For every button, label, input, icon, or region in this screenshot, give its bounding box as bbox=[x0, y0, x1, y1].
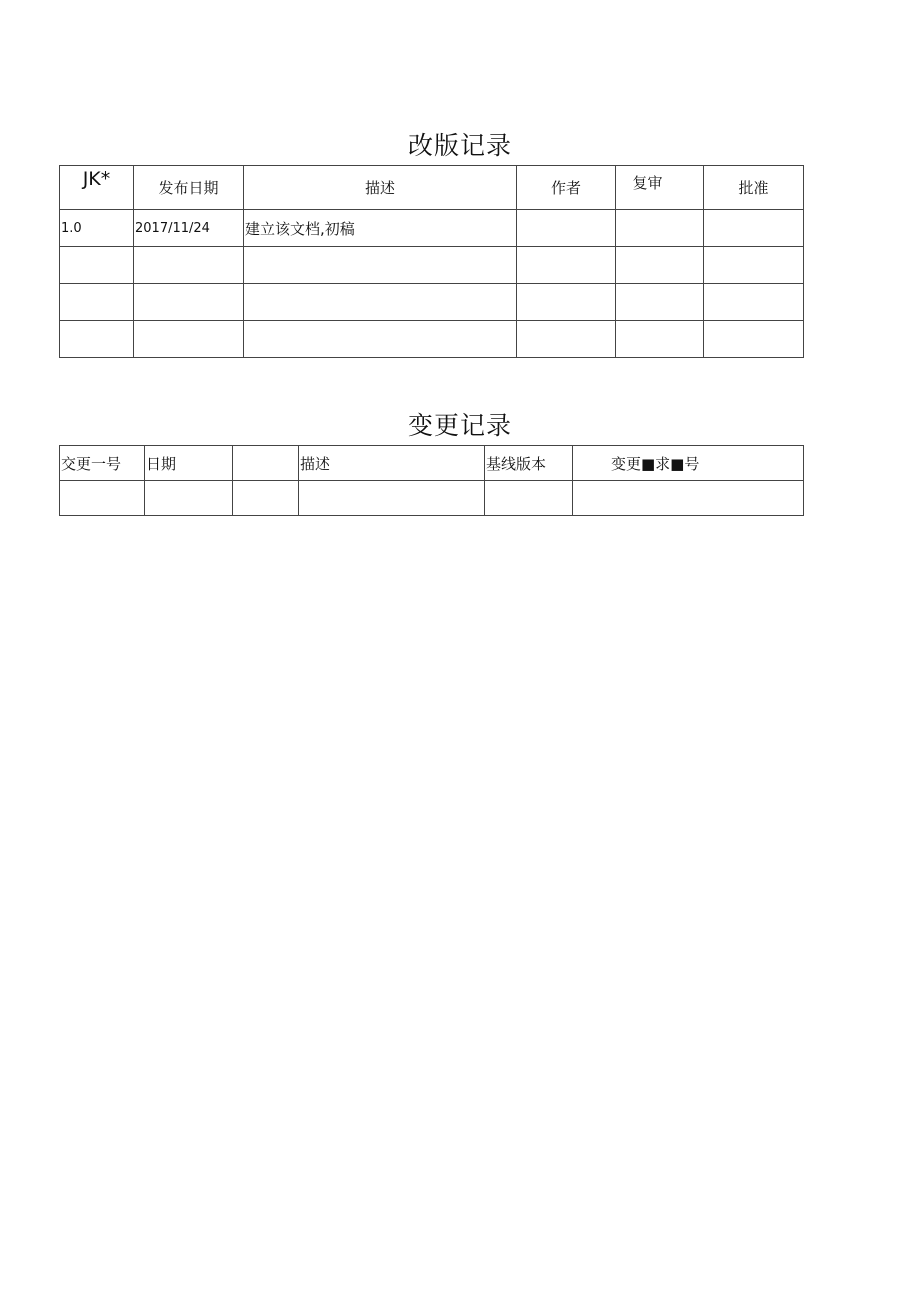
change-record-title: 变更记录 bbox=[407, 411, 512, 440]
revision-record-table bbox=[59, 165, 804, 358]
header-description: 描述 bbox=[244, 166, 517, 210]
cell-release-date bbox=[134, 247, 244, 284]
cell-version bbox=[60, 321, 134, 358]
cell-author bbox=[517, 284, 616, 321]
cell-release-date bbox=[134, 284, 244, 321]
cell-version: 1.0 bbox=[60, 210, 134, 247]
header-version: JK* bbox=[60, 166, 134, 210]
header-description: 描述 bbox=[299, 446, 485, 481]
table-row bbox=[60, 321, 804, 358]
table-row bbox=[60, 247, 804, 284]
cell-change-number bbox=[60, 481, 145, 516]
cell-change-request-number bbox=[573, 481, 804, 516]
table-row bbox=[60, 210, 804, 247]
header-approval: 批准 bbox=[704, 166, 804, 210]
header-change-number: 交更一号 bbox=[60, 446, 145, 481]
cell-author bbox=[517, 247, 616, 284]
header-blank bbox=[233, 446, 299, 481]
cell-description bbox=[244, 284, 517, 321]
cell-approval bbox=[704, 210, 804, 247]
header-date: 日期 bbox=[145, 446, 233, 481]
cell-review bbox=[616, 210, 704, 247]
header-change-request-number: 变更■求■号 bbox=[573, 446, 804, 481]
cell-version bbox=[60, 284, 134, 321]
cell-date bbox=[145, 481, 233, 516]
table-header-row bbox=[60, 446, 804, 481]
cell-author bbox=[517, 321, 616, 358]
revision-record-title: 改版记录 bbox=[407, 131, 512, 160]
cell-review bbox=[616, 321, 704, 358]
header-review: 复审 bbox=[616, 166, 704, 210]
cell-release-date: 2017/11/24 bbox=[134, 210, 244, 247]
cell-description bbox=[299, 481, 485, 516]
cell-approval bbox=[704, 321, 804, 358]
header-author: 作者 bbox=[517, 166, 616, 210]
cell-release-date bbox=[134, 321, 244, 358]
cell-version bbox=[60, 247, 134, 284]
change-record-table bbox=[59, 445, 804, 516]
cell-description: 建立该文档,初稿 bbox=[244, 210, 517, 247]
table-header-row bbox=[60, 166, 804, 210]
cell-blank bbox=[233, 481, 299, 516]
cell-description bbox=[244, 247, 517, 284]
cell-approval bbox=[704, 247, 804, 284]
cell-review bbox=[616, 247, 704, 284]
cell-approval bbox=[704, 284, 804, 321]
cell-author bbox=[517, 210, 616, 247]
cell-baseline-version bbox=[485, 481, 573, 516]
table-row bbox=[60, 481, 804, 516]
table-row bbox=[60, 284, 804, 321]
cell-review bbox=[616, 284, 704, 321]
cell-description bbox=[244, 321, 517, 358]
header-release-date: 发布日期 bbox=[134, 166, 244, 210]
header-baseline-version: 基线版本 bbox=[485, 446, 573, 481]
